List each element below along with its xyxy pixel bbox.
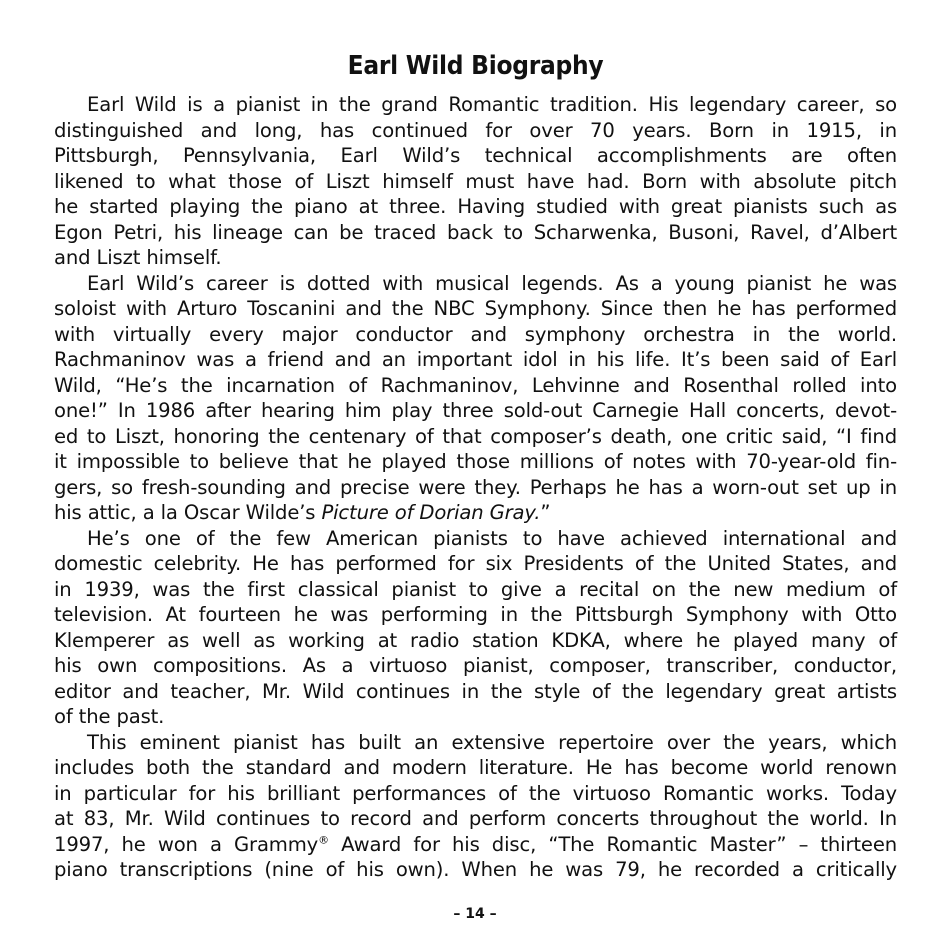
text-line: distinguished and long, has continued for over 70 years. Born in 1915, in	[54, 118, 897, 142]
text-line: Earl Wild’s career is dotted with musical legends. As a young pianist he was	[87, 271, 897, 295]
text-line: domestic celebrity. He has performed for six Presidents of the United States, and	[54, 552, 897, 575]
text-line: one!” In 1986 after hearing him play three sold-out Carnegie Hall concerts, devot-	[54, 399, 897, 422]
text-line: it impossible to believe that he played those millions of notes with 70-year-old fin-	[54, 450, 897, 473]
closing-quote: ”	[540, 501, 551, 524]
text-fragment: his attic, a la Oscar Wilde’s	[54, 501, 322, 524]
paragraph-3	[54, 526, 897, 730]
text-line: gers, so fresh-sounding and precise were they. Perhaps he has a worn-out set up in	[54, 475, 897, 499]
text-line: likened to what those of Liszt himself must have had. Born with absolute pitch	[54, 169, 897, 193]
text-line: Earl Wild is a pianist in the grand Romantic tradition. His legendary career, so	[87, 93, 897, 116]
text-line: he started playing the piano at three. Having studied with great pianists such as	[54, 195, 897, 218]
text-line: editor and teacher, Mr. Wild continues in the style of the legendary great artists	[54, 679, 897, 703]
text-line	[54, 500, 897, 526]
text-line: with virtually every major conductor and symphony orchestra in the world.	[54, 322, 897, 346]
page-number: – 14 –	[453, 906, 497, 922]
paragraph-1	[54, 92, 897, 271]
text-line: Rachmaninov was a friend and an important idol in his life. It’s been said of Earl	[54, 348, 897, 371]
text-fragment: 1997, he won a Grammy	[54, 832, 319, 856]
text-line: soloist with Arturo Toscanini and the NBC Symphony. Since then he has performed	[54, 297, 897, 320]
text-line: at 83, Mr. Wild continues to record and perform concerts throughout the world. In	[54, 807, 897, 830]
page-content	[54, 46, 897, 883]
text-line: Wild, “He’s the incarnation of Rachmaninov, Lehvinne and Rosenthal rolled into	[54, 373, 897, 397]
text-line: includes both the standard and modern literature. He has become world renown	[54, 756, 897, 779]
book-title: Picture of Dorian Gray.	[321, 501, 541, 524]
text-line: in 1939, was the first classical pianist to give a recital on the new medium of	[54, 577, 897, 601]
page-title: Earl Wild Biography	[347, 51, 604, 81]
text-line: television. At fourteen he was performing in the Pittsburgh Symphony with Otto	[54, 603, 897, 626]
text-fragment: Award for his disc, “The Romantic Master” – thirteen	[329, 832, 897, 856]
text-line: This eminent pianist has built an extensive repertoire over the years, which	[87, 730, 897, 754]
text-line: ed to Liszt, honoring the centenary of that composer’s death, one critic said, “I find	[54, 424, 897, 448]
text-line: piano transcriptions (nine of his own). When he was 79, he recorded a critically	[54, 858, 897, 881]
text-line: of the past.	[54, 705, 165, 728]
text-line: Egon Petri, his lineage can be traced back to Scharwenka, Busoni, Ravel, d’Albert	[54, 220, 897, 244]
paragraph-2	[54, 271, 897, 526]
text-line	[54, 832, 897, 858]
biography-text	[54, 92, 897, 883]
text-line: Klemperer as well as working at radio station KDKA, where he played many of	[54, 628, 897, 652]
registered-mark: ®	[318, 832, 329, 846]
paragraph-4	[54, 730, 897, 883]
text-line: in particular for his brilliant performances of the virtuoso Romantic works. Today	[54, 781, 897, 805]
text-line: He’s one of the few American pianists to have achieved international and	[87, 526, 897, 550]
text-line: and Liszt himself.	[54, 246, 222, 269]
text-line: his own compositions. As a virtuoso pianist, composer, transcriber, conductor,	[54, 654, 897, 677]
text-line: Pittsburgh, Pennsylvania, Earl Wild’s technical accomplishments are often	[54, 144, 897, 167]
